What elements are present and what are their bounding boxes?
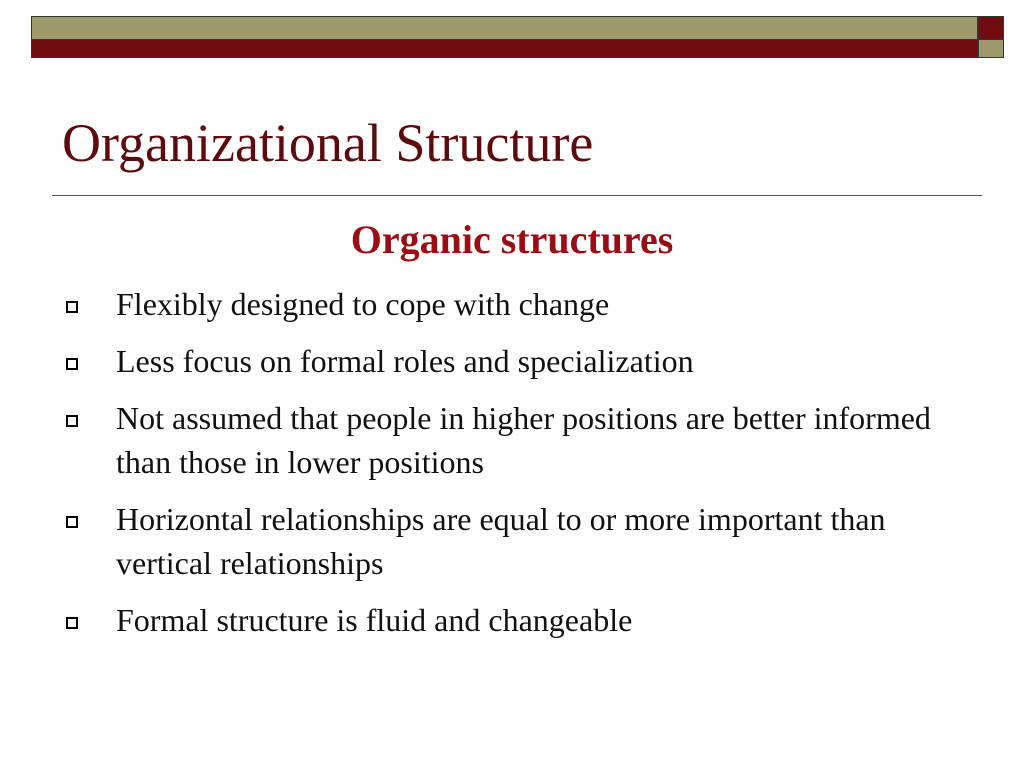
bullet-item: [66, 598, 966, 642]
bullet-item: [66, 339, 966, 383]
bullet-item: [66, 282, 966, 326]
bullet-text: Horizontal relationships are equal to or more important than vertical relationships: [116, 501, 886, 581]
title-divider: [52, 195, 982, 196]
hollow-square-bullet-icon: [66, 617, 78, 629]
slide-subtitle: Organic structures: [350, 217, 674, 262]
bullet-text: Formal structure is fluid and changeable: [116, 602, 633, 638]
hollow-square-bullet-icon: [66, 516, 78, 528]
corner-square-olive: [978, 40, 1004, 58]
hollow-square-bullet-icon: [66, 301, 78, 313]
header-bar-maroon: [31, 40, 978, 58]
header-bar-olive: [31, 16, 978, 40]
bullet-list: [66, 282, 966, 655]
slide-title: Organizational Structure: [62, 113, 594, 173]
bullet-item: [66, 497, 966, 585]
bullet-text: Flexibly designed to cope with change: [116, 286, 610, 322]
hollow-square-bullet-icon: [66, 358, 78, 370]
bullet-text: Not assumed that people in higher positions are better informed than those in lower positions: [116, 400, 931, 480]
corner-square-maroon: [978, 16, 1004, 40]
bullet-text: Less focus on formal roles and specialization: [116, 343, 694, 379]
hollow-square-bullet-icon: [66, 415, 78, 427]
bullet-item: [66, 396, 966, 484]
